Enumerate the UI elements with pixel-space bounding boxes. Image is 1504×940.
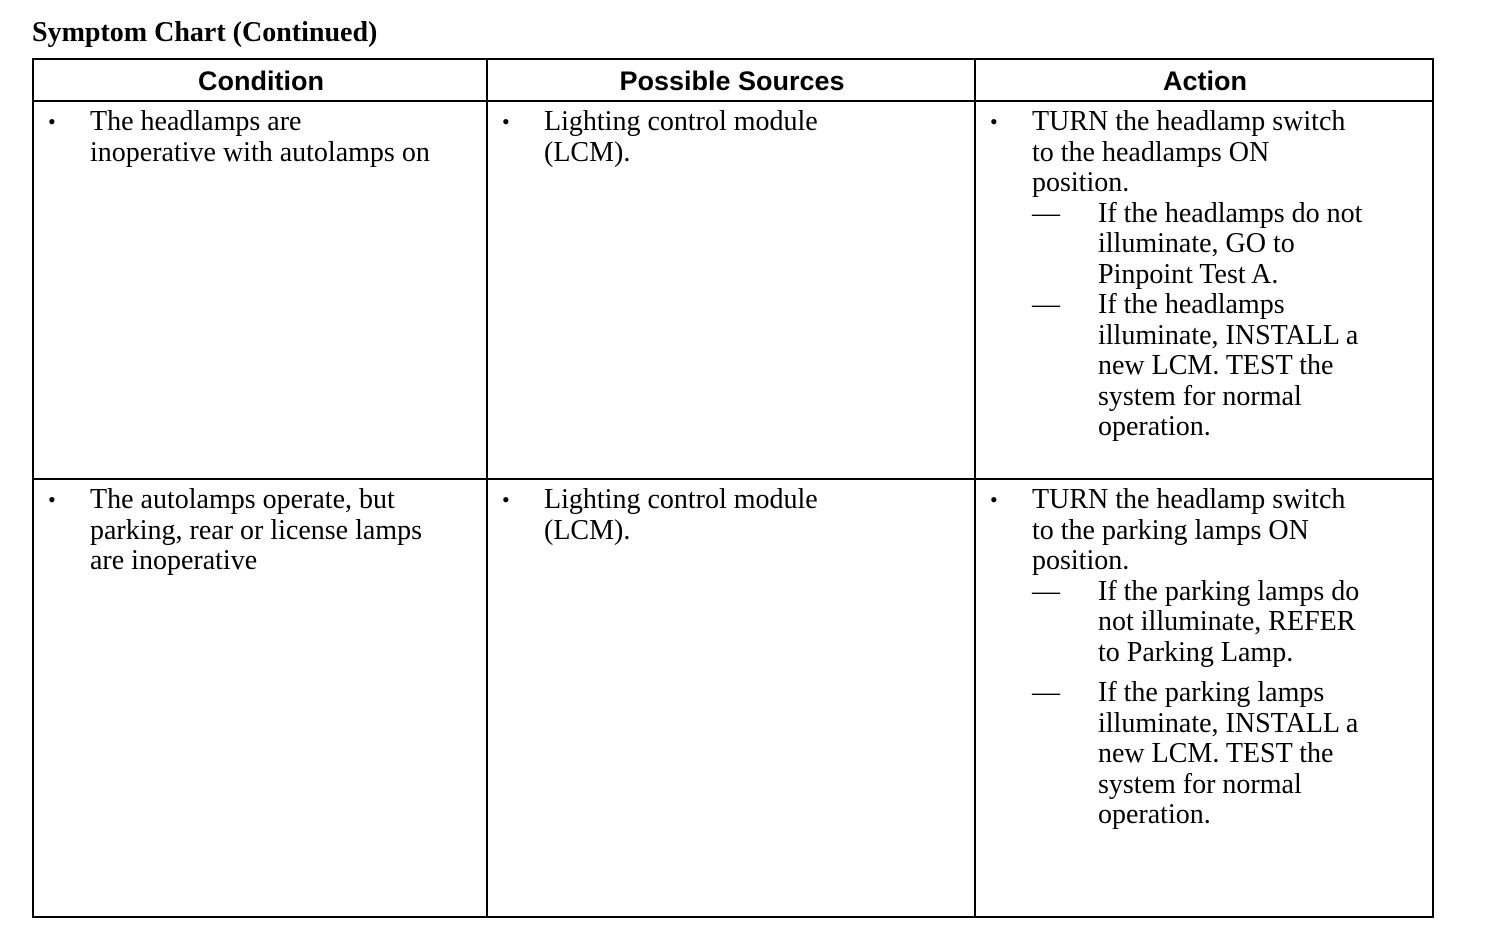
text-line: illuminate, GO to <box>1098 228 1295 259</box>
text-line: system for normal <box>1098 380 1302 412</box>
text-line: operation. <box>1098 799 1211 830</box>
text-line: Lighting control module <box>544 106 818 137</box>
text-line: TURN the headlamp switch <box>1032 484 1346 515</box>
text-line: new LCM. TEST the <box>1098 350 1334 381</box>
bullet-icon: • <box>48 487 56 512</box>
table-row-2-sources <box>488 485 974 546</box>
table-row-1-action <box>976 107 1432 443</box>
source-bullet <box>488 107 974 168</box>
header-action: Action <box>1163 66 1247 96</box>
text-line: If the parking lamps do <box>1098 575 1360 607</box>
action-sub-item <box>1032 199 1432 291</box>
action-bullet <box>976 107 1432 443</box>
table-row-2-condition <box>34 485 486 577</box>
text-line: The autolamps operate, but <box>90 484 395 515</box>
text-line: operation. <box>1098 411 1211 442</box>
text-line: parking, rear or license lamps <box>90 514 422 546</box>
action-sub-item <box>1032 577 1432 669</box>
text-line: The headlamps are <box>90 106 302 137</box>
action-sub-item <box>1032 678 1432 831</box>
text-line: If the parking lamps <box>1098 677 1325 708</box>
bullet-icon: • <box>990 487 998 512</box>
text-line: TURN the headlamp switch <box>1032 106 1346 137</box>
table-row-1-sources <box>488 107 974 168</box>
text-line: position. <box>1032 545 1130 576</box>
text-line: illuminate, INSTALL a <box>1098 319 1359 351</box>
text-line: position. <box>1032 167 1130 198</box>
text-line: illuminate, INSTALL a <box>1098 707 1359 739</box>
text-line: If the headlamps <box>1098 289 1285 320</box>
text-line: to the headlamps ON <box>1032 136 1270 168</box>
table-row-2-action <box>976 485 1432 831</box>
dash-icon: — <box>1032 677 1060 708</box>
action-bullet <box>976 485 1432 831</box>
page-title: Symptom Chart (Continued) <box>32 17 378 48</box>
bullet-icon: • <box>502 109 510 134</box>
text-line: are inoperative <box>90 545 258 576</box>
header-condition: Condition <box>198 66 324 96</box>
bullet-icon: • <box>502 487 510 512</box>
bullet-icon: • <box>48 109 56 134</box>
text-line: (LCM). <box>544 136 631 168</box>
source-bullet <box>488 485 974 546</box>
text-line: to Parking Lamp. <box>1098 636 1294 668</box>
text-line: system for normal <box>1098 768 1302 800</box>
text-line: (LCM). <box>544 514 631 546</box>
condition-bullet <box>34 107 486 168</box>
text-line: to the parking lamps ON <box>1032 514 1309 546</box>
row-divider <box>34 478 1432 480</box>
text-line: new LCM. TEST the <box>1098 738 1334 769</box>
symptom-chart-table <box>32 58 1434 918</box>
text-line: Pinpoint Test A. <box>1098 258 1279 290</box>
dash-icon: — <box>1032 289 1060 320</box>
text-line: inoperative with autolamps on <box>90 136 430 168</box>
dash-icon: — <box>1032 197 1060 229</box>
condition-bullet <box>34 485 486 577</box>
table-row-1-condition <box>34 107 486 168</box>
text-line: Lighting control module <box>544 484 818 515</box>
action-sub-item <box>1032 290 1432 443</box>
dash-icon: — <box>1032 575 1060 607</box>
text-line: not illuminate, REFER <box>1098 606 1356 637</box>
text-line: If the headlamps do not <box>1098 197 1363 229</box>
bullet-icon: • <box>990 109 998 134</box>
header-possible-sources: Possible Sources <box>619 66 845 96</box>
